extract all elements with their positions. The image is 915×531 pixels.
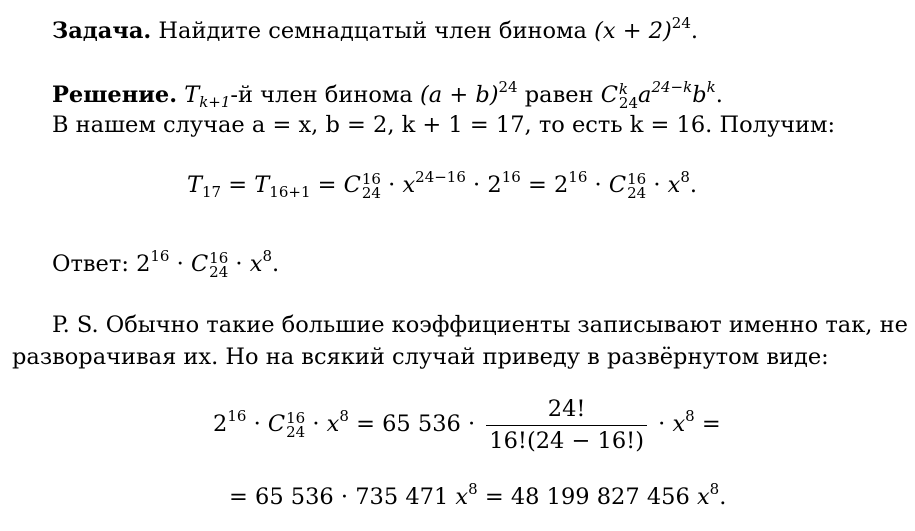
eq1-c-sup-b: 16: [627, 170, 647, 188]
eq1-x-exp: 24−16: [415, 168, 466, 186]
problem-label: Задача.: [52, 18, 152, 44]
solution-c-sup: k: [618, 80, 629, 98]
equation-3: = 65 536 · 735 471 $x^8 = 48$ 199 827 456 $x^8$.: [229, 480, 727, 510]
eq2-x-exp-b: 8: [685, 407, 695, 425]
problem-binom: (x + 2): [594, 18, 672, 44]
solution-t-var: T: [184, 82, 200, 108]
eq1-equals-1: =: [228, 172, 248, 198]
answer-two: 2: [136, 251, 151, 277]
eq1-two: 2: [487, 172, 502, 198]
eq1-x2-exp: 8: [680, 168, 690, 186]
eq3-x-exp: 8: [468, 480, 478, 498]
answer-c-sub: 24: [209, 263, 229, 281]
eq2-c-sup: 16: [286, 409, 306, 427]
eq2-two-exp: 16: [227, 407, 247, 425]
problem-text: Найдите семнадцатый член бинома: [158, 18, 587, 44]
eq3-result: 48 199 827 456: [510, 484, 690, 510]
eq2-c-var: C: [267, 411, 286, 437]
solution-t-suffix: -й член бинома: [230, 82, 413, 108]
eq1-t161: T: [254, 172, 270, 198]
eq1-x-var: x: [402, 172, 416, 198]
eq2-fraction: [486, 398, 647, 452]
eq1-equals-2: =: [317, 172, 337, 198]
solution-c-var: C: [600, 82, 618, 108]
eq1-two-b: 2: [553, 172, 569, 198]
solution-binom-exp: 24: [498, 78, 518, 96]
answer-two-exp: 16: [150, 247, 170, 265]
solution-line-2: В нашем случае a = x, b = 2, k + 1 = 17, то есть k = 16. Получим:: [52, 112, 836, 138]
solution-line-1: [52, 78, 723, 112]
eq1-two-b-exp: 16: [568, 168, 588, 186]
problem-binom-exp: 24: [671, 14, 691, 32]
ps-line-1: P. S. Обычно такие большие коэффициенты записывают именно так, не: [52, 312, 908, 338]
problem-end: .: [690, 18, 699, 44]
problem-line: [52, 14, 699, 44]
answer-x-exp: 8: [262, 247, 272, 265]
eq1-t17: T: [187, 172, 203, 198]
solution-c-sub: 24: [618, 94, 639, 112]
eq2-x-exp: 8: [339, 407, 349, 425]
eq1-c-sub: 24: [361, 184, 381, 202]
equation-1: $T_{17} = T_{16+1} = C$ 16 24 · $x^{24-16} \cdot 2^{16} = 2^{16} \cdot C$ 16 24 · $x^8$.: [187, 168, 698, 202]
eq1-x2-var: x: [667, 172, 681, 198]
answer-c-sup: 16: [209, 249, 229, 267]
eq1-t17-sub: 17: [202, 183, 222, 201]
solution-b-var: b: [692, 82, 707, 108]
eq3-x2-exp: 8: [709, 480, 720, 498]
eq1-equals-3: =: [527, 172, 547, 198]
eq2-frac-denominator: 16!(24 − 16!): [486, 425, 647, 453]
eq3-x-var: x: [455, 484, 469, 510]
solution-word-equals: равен: [524, 82, 594, 108]
eq1-c-sub-b: 24: [627, 184, 647, 202]
eq2-tail: =: [701, 411, 721, 437]
eq1-t161-sub: 16+1: [269, 183, 311, 201]
answer-x-var: x: [249, 251, 263, 277]
eq3-coef1: 65 536: [255, 484, 334, 510]
eq1-two-exp: 16: [501, 168, 521, 186]
eq3-x2-var: x: [696, 484, 710, 510]
solution-a-var: a: [638, 82, 652, 108]
eq2-x-var: x: [326, 411, 340, 437]
answer-label: Ответ:: [52, 251, 129, 277]
answer-c-var: C: [190, 251, 209, 277]
solution-t-sub: k+1: [199, 93, 231, 111]
answer-line: Ответ: $2^{16} \cdot C$ 16 24 · $x^8$.: [52, 247, 280, 281]
eq2-frac-numerator: 24!: [547, 396, 586, 422]
eq2-coef: 65 536: [382, 411, 461, 437]
eq2-c-sub: 24: [286, 423, 306, 441]
solution-end: .: [715, 82, 723, 108]
ps-line-2: разворачивая их. Но на всякий случай приведу в развёрнутом виде:: [12, 344, 829, 370]
eq1-c-var: C: [343, 172, 361, 198]
equation-2: $2^{16} \cdot C$ 16 24 · $x^8 = 65$ 536 · $\frac{24!}{16!(24 - 16!)}$ · $x^8$ =: [213, 396, 721, 454]
solution-a-exp: 24−k: [651, 78, 693, 96]
eq3-coef2: 735 471: [355, 484, 449, 510]
eq1-c-sup: 16: [361, 170, 381, 188]
solution-label: Решение.: [52, 82, 178, 108]
eq1-c-var-b: C: [608, 172, 627, 198]
eq2-x-var-b: x: [672, 411, 686, 437]
eq2-two: 2: [213, 411, 228, 437]
solution-binom: (a + b): [419, 82, 499, 108]
solution-b-exp: k: [706, 78, 716, 96]
